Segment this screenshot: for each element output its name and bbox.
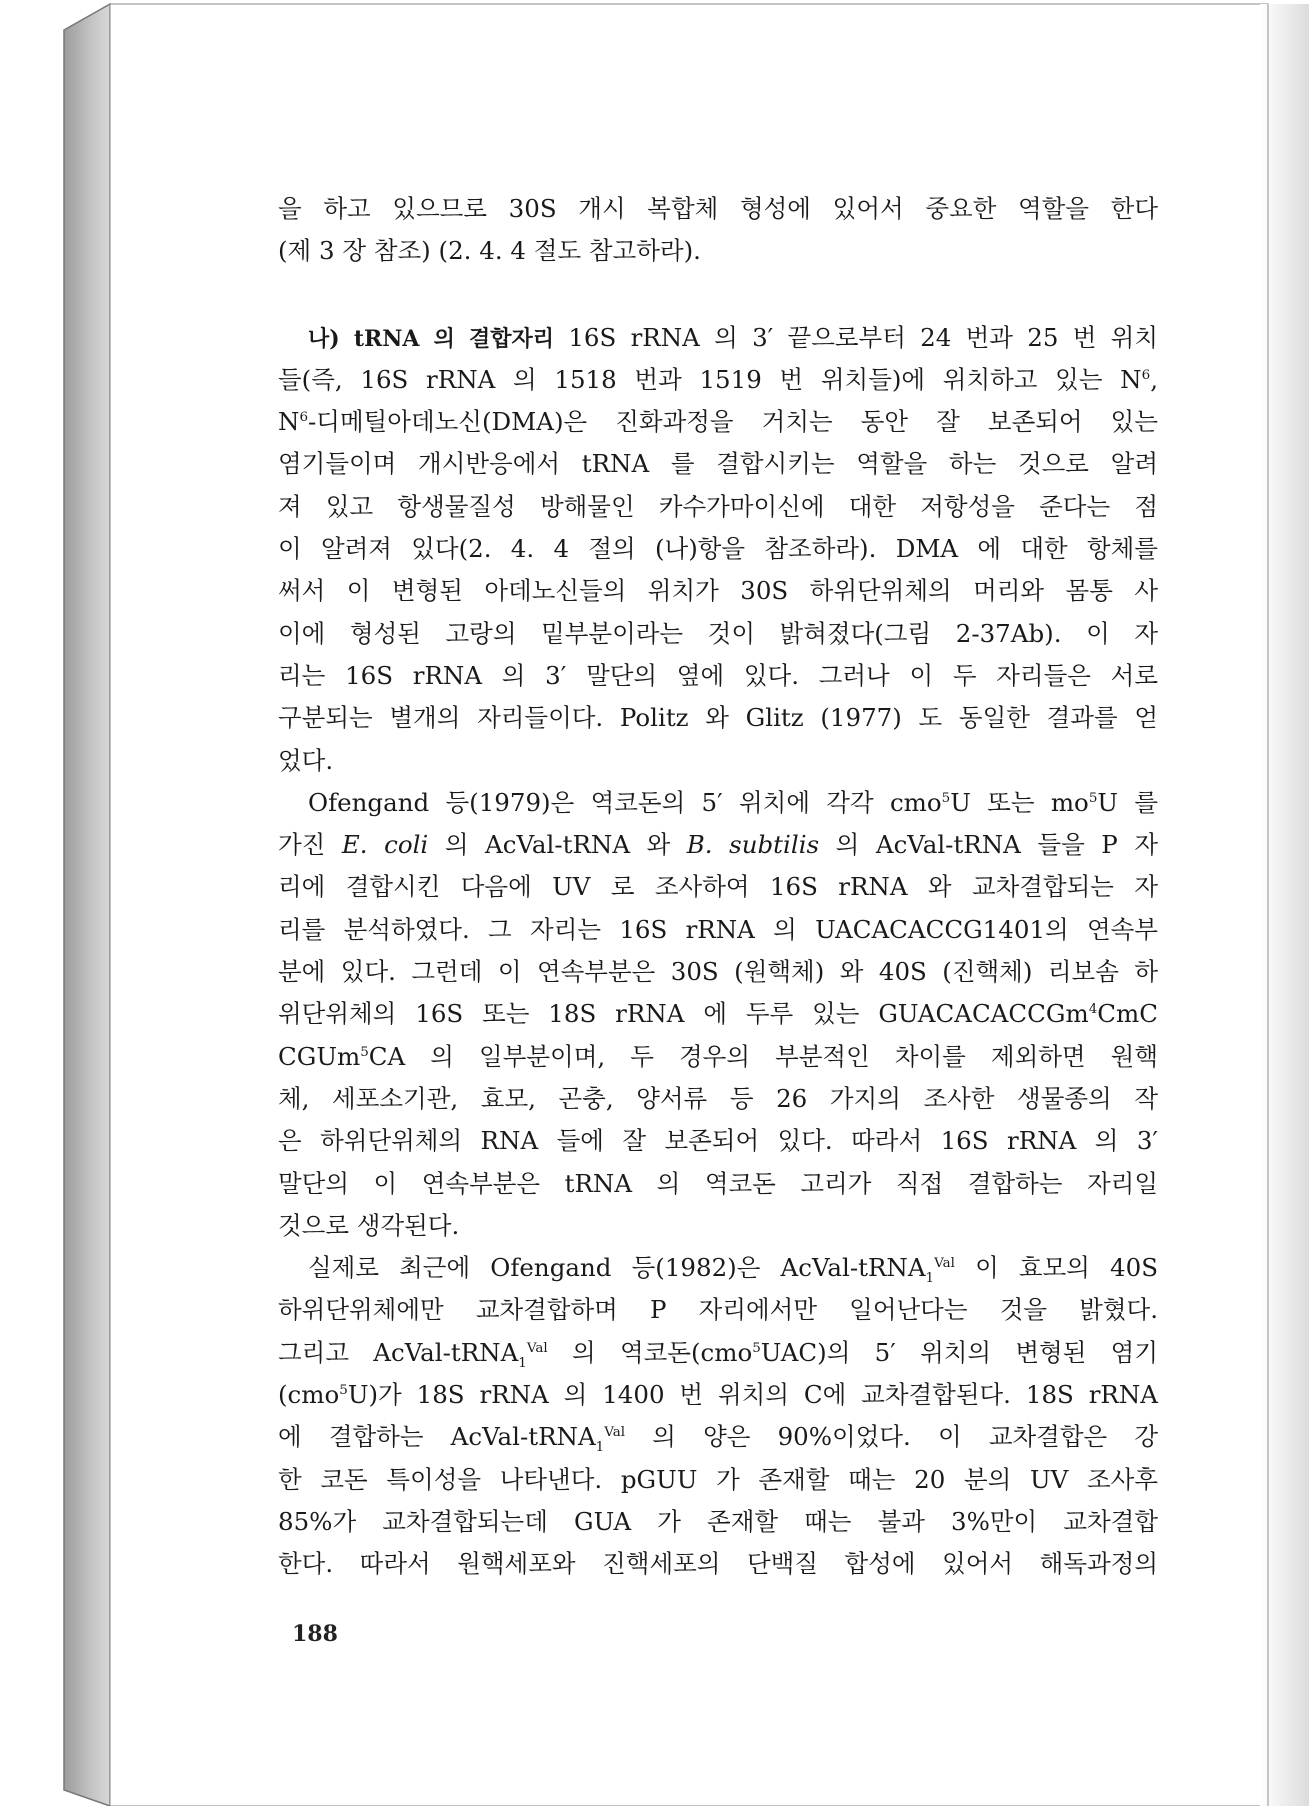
text-line bbox=[278, 230, 1158, 272]
text-line bbox=[278, 1289, 1158, 1331]
text-line bbox=[278, 317, 1158, 359]
text-run: (제 3 장 참조) (2. 4. 4 절도 참고하라). bbox=[278, 236, 701, 266]
text-run: U)가 18S rRNA 의 1400 번 위치의 C에 교차결합된다. 18S rRNA bbox=[347, 1380, 1158, 1410]
text-run: 한다. 따라서 원핵세포와 진핵세포의 단백질 합성에 있어서 해독과정의 bbox=[278, 1549, 1158, 1579]
text-run: 1 bbox=[925, 1270, 935, 1287]
text-line bbox=[278, 951, 1158, 993]
text-run: 을 하고 있으므로 30S 개시 복합체 형성에 있어서 중요한 역할을 한다 bbox=[278, 194, 1158, 223]
text-line bbox=[278, 486, 1158, 528]
text-run: 하위단위체에만 교차결합하며 P 자리에서만 일어난다는 것을 밝혔다. bbox=[278, 1295, 1158, 1325]
text-line bbox=[278, 909, 1158, 951]
page-body-text bbox=[278, 188, 1158, 1586]
text-line bbox=[278, 697, 1158, 739]
text-run: 의 역코돈(cmo bbox=[547, 1337, 753, 1367]
text-run: 한 코돈 특이성을 나타낸다. pGUU 가 존재할 때는 20 분의 UV 조사후 bbox=[278, 1464, 1158, 1494]
text-run: 구분되는 별개의 자리들이다. Politz 와 Glitz (1977) 도 동일한 결과를 얻 bbox=[278, 703, 1158, 733]
text-line bbox=[278, 824, 1158, 866]
text-run: , bbox=[1150, 364, 1158, 394]
text-line bbox=[278, 528, 1158, 570]
text-run: 4 bbox=[1088, 1001, 1098, 1018]
text-run: 1 bbox=[518, 1354, 527, 1371]
text-run: 리는 16S rRNA 의 3′ 말단의 옆에 있다. 그러나 이 두 자리들은 서로 bbox=[278, 660, 1158, 690]
text-run: 리를 분석하였다. 그 자리는 16S rRNA 의 UACACACCG1401의 연속부 bbox=[278, 914, 1158, 944]
text-run: 의 AcVal-tRNA 들을 P 자 bbox=[819, 830, 1158, 860]
page-number: 188 bbox=[292, 1621, 338, 1647]
text-run: 의 AcVal-tRNA 와 bbox=[428, 830, 687, 860]
text-run: U 또는 mo bbox=[950, 787, 1089, 817]
text-run: -디메틸아데노신(DMA)은 진화과정을 거치는 동안 잘 보존되어 있는 bbox=[308, 407, 1158, 437]
text-run: 가진 bbox=[278, 830, 342, 860]
text-line bbox=[278, 613, 1158, 655]
text-line bbox=[278, 782, 1158, 824]
text-run: 의 양은 90%이었다. 이 교차결합은 강 bbox=[625, 1422, 1158, 1452]
paragraph-gap bbox=[278, 273, 1158, 317]
text-line bbox=[278, 1332, 1158, 1374]
text-run: N bbox=[278, 407, 300, 437]
text-run: 위단위체의 16S 또는 18S rRNA 에 두루 있는 GUACACACCGm bbox=[278, 999, 1089, 1029]
section-heading: 나) tRNA 의 결합자리 bbox=[308, 325, 555, 352]
text-run: 었다. bbox=[278, 745, 334, 775]
text-run: 이에 형성된 고랑의 밑부분이라는 것이 밝혀졌다(그림 2-37Ab). 이 자 bbox=[278, 618, 1158, 648]
text-run: 5 bbox=[941, 789, 951, 806]
text-run: 리에 결합시킨 다음에 UV 로 조사하여 16S rRNA 와 교차결합되는 자 bbox=[278, 872, 1158, 902]
text-run: 말단의 이 연속부분은 tRNA 의 역코돈 고리가 직접 결합하는 자리일 bbox=[278, 1168, 1158, 1198]
text-run: 들(즉, 16S rRNA 의 1518 번과 1519 번 위치들)에 위치하고 있는 N bbox=[278, 364, 1142, 394]
text-run: Ofengand 등(1979)은 역코돈의 5′ 위치에 각각 cmo bbox=[308, 787, 942, 817]
text-line bbox=[278, 740, 1158, 782]
text-run: CGUm bbox=[278, 1041, 361, 1071]
text-run: 그리고 AcVal-tRNA bbox=[278, 1337, 519, 1367]
text-run: 16S rRNA 의 3′ 끝으로부터 24 번과 25 번 위치 bbox=[554, 322, 1158, 352]
text-run: 5 bbox=[360, 1043, 369, 1060]
text-run: E. coli bbox=[341, 830, 429, 860]
text-run: 5 bbox=[339, 1381, 348, 1398]
text-line bbox=[278, 359, 1158, 401]
text-line bbox=[278, 1247, 1158, 1289]
text-run: Val bbox=[934, 1254, 955, 1271]
text-run: 염기들이며 개시반응에서 tRNA 를 결합시키는 역할을 하는 것으로 알려 bbox=[278, 449, 1158, 479]
text-line bbox=[278, 1543, 1158, 1585]
text-run: UAC)의 5′ 위치의 변형된 염기 bbox=[760, 1337, 1158, 1367]
text-run: Val bbox=[526, 1339, 548, 1356]
text-run: 6 bbox=[1141, 366, 1151, 383]
text-line bbox=[278, 1416, 1158, 1458]
text-line bbox=[278, 188, 1158, 230]
text-run: CA 의 일부분이며, 두 경우의 부분적인 차이를 제외하면 원핵 bbox=[368, 1041, 1158, 1071]
text-line bbox=[278, 1205, 1158, 1247]
text-run: 에 결합하는 AcVal-tRNA bbox=[278, 1422, 596, 1452]
text-run: 써서 이 변형된 아데노신들의 위치가 30S 하위단위체의 머리와 몸통 사 bbox=[278, 576, 1158, 606]
book-spine bbox=[64, 4, 110, 1806]
text-run: 이 효모의 40S bbox=[954, 1253, 1158, 1283]
text-run: 1 bbox=[595, 1439, 605, 1456]
text-run: 5 bbox=[1088, 789, 1098, 806]
text-run: 분에 있다. 그런데 이 연속부분은 30S (원핵체) 와 40S (진핵체) 리보솜 하 bbox=[278, 957, 1158, 987]
text-line bbox=[278, 570, 1158, 612]
text-run: 것으로 생각된다. bbox=[278, 1210, 460, 1240]
text-run: 은 하위단위체의 RNA 들에 잘 보존되어 있다. 따라서 16S rRNA 의 3′ bbox=[278, 1126, 1158, 1156]
text-line bbox=[278, 1036, 1158, 1078]
text-run: 실제로 최근에 Ofengand 등(1982)은 AcVal-tRNA bbox=[308, 1253, 926, 1283]
text-line bbox=[278, 1078, 1158, 1120]
text-run: CmC bbox=[1097, 999, 1158, 1029]
text-run: 6 bbox=[299, 409, 309, 426]
text-line bbox=[278, 1501, 1158, 1543]
text-run: B. subtilis bbox=[686, 830, 820, 860]
text-line bbox=[278, 1120, 1158, 1162]
text-run: (cmo bbox=[278, 1380, 340, 1410]
text-line bbox=[278, 866, 1158, 908]
text-run: 체, 세포소기관, 효모, 곤충, 양서류 등 26 가지의 조사한 생물종의 작 bbox=[278, 1083, 1158, 1113]
text-run: 5 bbox=[752, 1339, 761, 1356]
text-line bbox=[278, 401, 1158, 443]
text-line bbox=[278, 1163, 1158, 1205]
text-line bbox=[278, 1459, 1158, 1501]
text-run: 져 있고 항생물질성 방해물인 카수가마이신에 대한 저항성을 준다는 점 bbox=[278, 491, 1158, 521]
text-line bbox=[278, 1374, 1158, 1416]
text-line bbox=[278, 655, 1158, 697]
text-run: 85%가 교차결합되는데 GUA 가 존재할 때는 불과 3%만이 교차결합 bbox=[278, 1506, 1158, 1536]
text-line bbox=[278, 993, 1158, 1035]
text-run: U 를 bbox=[1097, 787, 1159, 817]
text-run: Val bbox=[604, 1424, 626, 1441]
text-run: 이 알려져 있다(2. 4. 4 절의 (나)항을 참조하라). DMA 에 대한 항체를 bbox=[278, 534, 1158, 564]
text-line bbox=[278, 443, 1158, 485]
